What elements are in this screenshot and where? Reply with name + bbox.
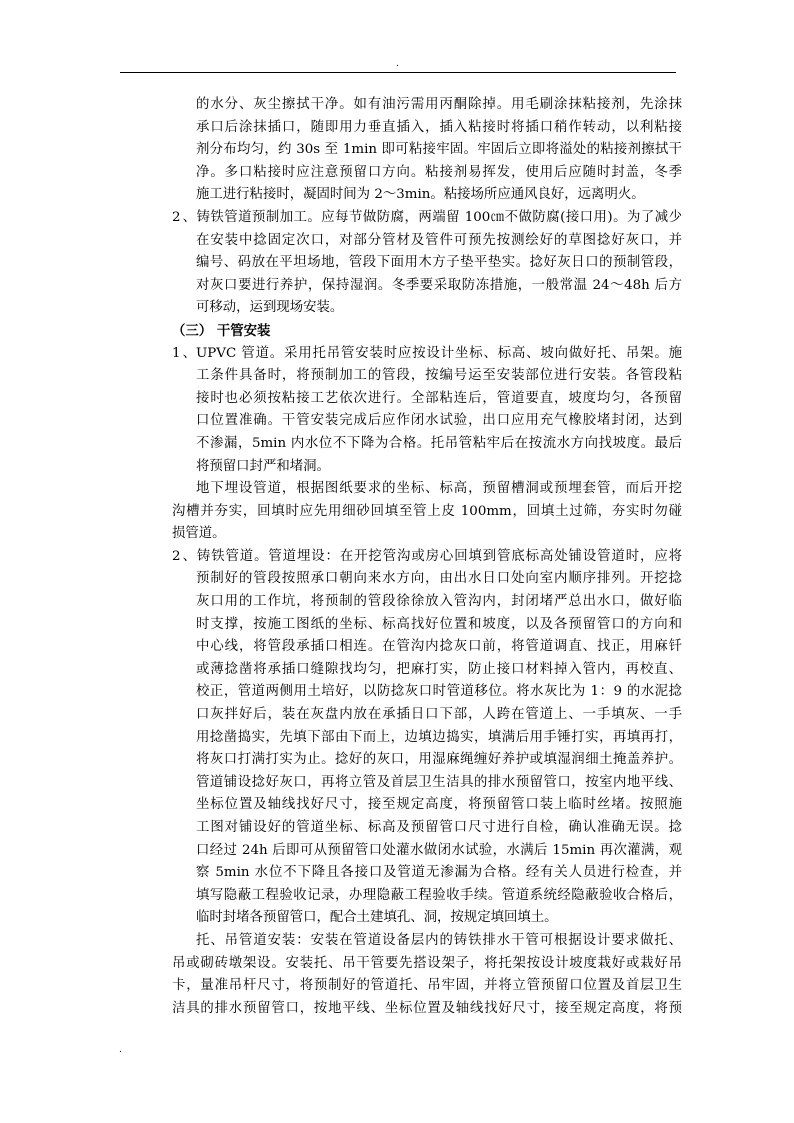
text-line — [172, 907, 682, 930]
line-text: 承口后涂抹插口，随即用力垂直插入，插入粘接时将插口稍作转动，以利粘接 — [196, 119, 682, 135]
line-text: 坐标位置及轴线找好尺寸，接至规定高度，将预留管口装上临时丝堵。按照施 — [196, 797, 682, 813]
text-line — [172, 681, 682, 704]
line-text: UPVC 管道。采用托吊管安装时应按设计坐标、标高、坡向做好托、吊架。施 — [196, 345, 682, 361]
text-line — [172, 117, 682, 140]
line-text: 对灰口要进行养护，保持湿润。冬季要采取防冻措施，一般常温 24～48h 后方 — [196, 277, 682, 293]
line-text: 工图对铺设好的管道坐标、标高及预留管口尺寸进行自检，确认准确无误。捻 — [196, 820, 682, 835]
line-text: 预制好的管段按照承口朝向来水方向，由出水日口处向室内顺序排列。开挖捻 — [196, 571, 682, 587]
line-text: 剂分布均匀，约 30s 至 1min 即可粘接牢固。牢固后立即将溢处的粘接剂擦拭干 — [196, 142, 682, 158]
line-text: 沟槽并夯实，回填时应先用细砂回填至管上皮 100mm，回填土过筛，夯实时勿碰 — [172, 503, 682, 519]
text-line — [172, 614, 682, 637]
text-line — [172, 456, 682, 479]
text-line — [172, 591, 682, 614]
text-line — [172, 975, 682, 998]
line-text: 的水分、灰尘擦拭干净。如有油污需用丙酮除掉。用毛刷涂抹粘接剂，先涂抹 — [196, 97, 682, 112]
text-line — [172, 297, 682, 320]
line-text: 口经过 24h 后即可从预留管口处灌水做闭水试验，水满后 15min 再次灌满，观 — [196, 842, 682, 858]
text-line — [172, 275, 682, 298]
text-line — [172, 749, 682, 772]
line-text: 施工进行粘接时，凝固时间为 2～3min。粘接场所应通风良好，远离明火。 — [196, 187, 645, 203]
line-text: 洁具的排水预留管口，按地平线、坐标位置及轴线找好尺寸，接至规定高度，将预 — [172, 1000, 682, 1016]
text-line — [172, 772, 682, 795]
text-line — [172, 704, 682, 727]
text-line — [172, 365, 682, 388]
text-line — [172, 478, 682, 501]
text-line — [172, 184, 682, 207]
text-line — [172, 794, 682, 817]
line-text: 卡，量准吊杆尺寸，将预制好的管道托、吊牢固，并将立管预留口位置及首层卫生 — [172, 978, 682, 994]
text-line — [172, 410, 682, 433]
line-text: 口位置准确。干管安装完成后应作闭水试验，出口应用充气橡胶堵封闭，达到 — [196, 413, 682, 429]
line-text: 校正，管道两侧用土培好，以防捻灰口时管道移位。将水灰比为 1：9 的水泥捻 — [196, 684, 682, 700]
line-text: （三） 干管安装 — [172, 322, 271, 339]
list-number: 2、 — [172, 548, 196, 564]
line-text: 时支撑，按施工图纸的坐标、标高找好位置和坡度，以及各预留管口的方向和 — [196, 616, 682, 632]
text-line — [172, 139, 682, 162]
line-text: 将灰口打满打实为止。捻好的灰口，用湿麻绳缠好养护或填湿润细土掩盖养护。 — [196, 752, 682, 768]
line-text: 不渗漏，5min 内水位不下降为合格。托吊管粘牢后在按流水方向找坡度。最后 — [196, 435, 682, 451]
line-text: 托、吊管道安装：安装在管道设备层内的铸铁排水干管可根据设计要求做托、 — [196, 932, 682, 948]
list-number: 1、 — [172, 345, 196, 361]
line-text: 可移动，运到现场安装。 — [196, 300, 344, 316]
text-line — [172, 252, 682, 275]
text-line — [172, 862, 682, 885]
text-line — [172, 162, 682, 185]
line-text: 临时封堵各预留管口，配合土建填孔、洞，按规定填回填土。 — [196, 910, 558, 926]
text-line — [172, 94, 682, 117]
line-text: 工条件具备时，将预制加工的管段，按编号运至安装部位进行安装。各管段粘 — [196, 368, 682, 384]
text-line — [172, 817, 682, 840]
text-line — [172, 659, 682, 682]
text-line — [172, 636, 682, 659]
text-line — [172, 343, 682, 366]
text-line — [172, 207, 682, 230]
text-line — [172, 433, 682, 456]
text-line — [172, 930, 682, 953]
line-text: 编号、码放在平坦场地，管段下面用木方子垫平垫实。捻好灰日口的预制管段， — [196, 255, 682, 271]
text-line — [172, 388, 682, 411]
text-line — [172, 230, 682, 253]
text-line — [172, 568, 682, 591]
line-text: 或薄捻凿将承插口缝隙找均匀，把麻打实，防止接口材料掉入管内，再校直、 — [196, 661, 682, 677]
text-line — [172, 998, 682, 1021]
line-text: 用捻凿捣实，先填下部由下而上，边填边捣实，填满后用手锤打实，再填再打， — [196, 729, 682, 745]
section-heading — [172, 320, 682, 343]
header-mark: . — [396, 59, 399, 69]
line-text: 灰口用的工作坑，将预制的管段徐徐放入管沟内，封闭堵严总出水口，做好临 — [196, 594, 682, 610]
line-text: 在安装中捻固定次口，对部分管材及管件可预先按测绘好的草图捻好灰口，并 — [196, 232, 682, 248]
line-text: 将预留口封严和堵洞。 — [196, 458, 330, 474]
header-rule — [120, 72, 676, 73]
text-line — [172, 546, 682, 569]
text-line — [172, 523, 682, 546]
text-line — [172, 727, 682, 750]
footer-mark: . — [119, 1045, 122, 1055]
document-body — [172, 94, 682, 1020]
line-text: 察 5min 水位不下降且各接口及管道无渗漏为合格。经有关人员进行检查，并 — [196, 865, 682, 881]
line-text: 填写隐蔽工程验收记录，办理隐蔽工程验收手续。管道系统经隐蔽验收合格后， — [196, 887, 682, 903]
text-line — [172, 840, 682, 863]
line-text: 口灰拌好后，装在灰盘内放在承插日口下部，人跨在管道上、一手填灰、一手 — [196, 707, 682, 723]
list-number: 2、 — [172, 209, 196, 225]
line-text: 管道铺设捻好灰口，再将立管及首层卫生洁具的排水预留管口，按室内地平线、 — [196, 774, 682, 790]
line-text: 铸铁管道预制加工。应每节做防腐，两端留 100㎝不做防腐(接口用)。为了减少 — [196, 209, 682, 225]
line-text: 中心线，将管段承插口相连。在管沟内捻灰口前，将管道调直、找正，用麻钎 — [196, 639, 682, 655]
line-text: 损管道。 — [172, 526, 226, 542]
line-text: 净。多口粘接时应注意预留口方向。粘接剂易挥发，使用后应随时封盖，冬季 — [196, 164, 682, 180]
line-text: 接时也必须按粘接工艺依次进行。全部粘连后，管道要直，坡度均匀，各预留 — [196, 390, 682, 406]
line-text: 铸铁管道。管道埋设：在开挖管沟或房心回填到管底标高处铺设管道时，应将 — [196, 548, 682, 564]
text-line — [172, 501, 682, 524]
line-text: 地下埋设管道，根据图纸要求的坐标、标高，预留槽洞或预埋套管，而后开挖 — [196, 481, 682, 497]
text-line — [172, 885, 682, 908]
text-line — [172, 953, 682, 976]
line-text: 吊或砌砖墩架设。安装托、吊干管要先搭设架子，将托架按设计坡度栽好或栽好吊 — [172, 955, 682, 971]
